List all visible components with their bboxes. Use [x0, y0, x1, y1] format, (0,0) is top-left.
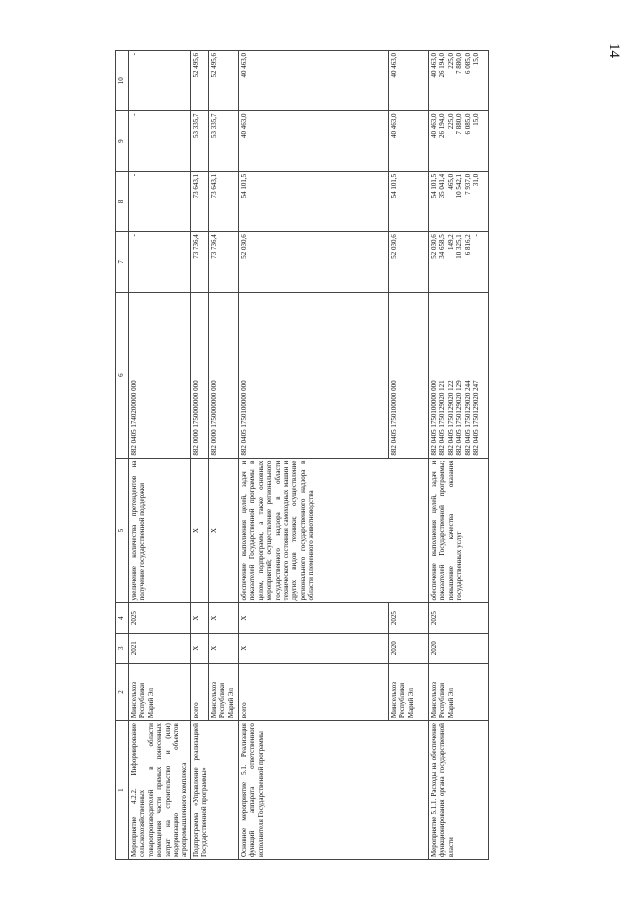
value-line: 54 101,5 [430, 173, 438, 199]
cell-start: 2021 [129, 633, 191, 663]
cell-executor: всего [239, 663, 389, 720]
value-line: 40 463,0 [430, 53, 438, 78]
cell-value-list [429, 232, 489, 292]
value-line: 52 030,6 [430, 234, 438, 259]
cell-value-list [429, 51, 489, 111]
cell-start: 2020 [429, 633, 489, 663]
header-cell: 2 [116, 663, 129, 720]
cell-start: Х [191, 633, 209, 663]
cell-value: - [129, 51, 191, 111]
header-cell: 4 [116, 603, 129, 633]
code-line: 882 0405 1750129020 122 [446, 380, 455, 456]
value-line: 34 658,5 [438, 234, 447, 259]
header-row [116, 51, 129, 860]
document-sheet [115, 50, 510, 860]
value-line: 15,0 [471, 53, 480, 66]
cell-value: - [129, 232, 191, 292]
header-cell: 6 [116, 292, 129, 458]
cell-value: - [129, 111, 191, 171]
cell-start: Х [239, 633, 389, 663]
cell-name: Основное мероприятие 5.1. Реализация функций аппарата ответственного исполнителя Государственной программы [239, 721, 429, 860]
value-line: 6 816,2 [463, 234, 472, 256]
page-number: 14 [606, 43, 622, 58]
cell-value: 54 101,5 [389, 171, 429, 231]
cell-name: Мероприятие 5.1.1. Расходы на обеспечение функционирования органа государственной власти [429, 721, 489, 860]
cell-value: - [129, 171, 191, 231]
cell-value: 40 463,0 [239, 51, 389, 111]
cell-value: 52 030,6 [239, 232, 389, 292]
code-line: 882 0405 1750100000 000 [430, 380, 438, 456]
cell-executor: Минсельхоз Республики Марий Эл [209, 663, 239, 720]
cell-value: 73 736,4 [191, 232, 209, 292]
value-line: 40 463,0 [430, 113, 438, 138]
cell-value: 73 736,4 [209, 232, 239, 292]
cell-value: 73 643,1 [209, 171, 239, 231]
header-cell: 7 [116, 232, 129, 292]
value-line: 10 542,1 [455, 173, 464, 199]
value-line: 26 194,0 [438, 53, 447, 78]
cell-value: 40 463,0 [239, 111, 389, 171]
header-cell: 1 [116, 721, 129, 860]
value-line: 225,0 [446, 113, 455, 130]
cell-end: Х [239, 603, 389, 633]
cell-value: 40 463,0 [389, 51, 429, 111]
value-line: 149,2 [446, 234, 455, 250]
value-line: 35 041,4 [438, 173, 447, 199]
cell-value: 53 335,7 [191, 111, 209, 171]
cell-end: Х [209, 603, 239, 633]
cell-result: обеспечение выполнения целей, задач и показателей Государственной программы; повышение качества оказания государственных услуг [429, 458, 489, 603]
cell-end: Х [191, 603, 209, 633]
value-line: 31,0 [471, 173, 480, 187]
value-line: 10 325,1 [455, 234, 464, 259]
value-line: - [471, 234, 480, 237]
cell-start: 2020 [389, 633, 429, 663]
table-row [191, 51, 209, 860]
cell-value: 40 463,0 [389, 111, 429, 171]
cell-value: 52 495,6 [209, 51, 239, 111]
value-line: 7 937,0 [463, 173, 472, 195]
cell-end: 2025 [129, 603, 191, 633]
cell-executor: Минсельхоз Республики Марий Эл [429, 663, 489, 720]
header-cell: 9 [116, 111, 129, 171]
header-cell: 5 [116, 458, 129, 603]
cell-value: 52 030,6 [389, 232, 429, 292]
cell-start: Х [209, 633, 239, 663]
code-line: 882 0405 1750129020 247 [471, 380, 480, 456]
cell-result: Х [209, 458, 239, 603]
value-line: 465,0 [446, 173, 455, 190]
value-line: 7 880,0 [455, 113, 464, 135]
cell-code: 882 0000 1750000000 000 [209, 292, 239, 458]
table-row [429, 51, 489, 860]
cell-code: 882 0405 1750100000 000 [239, 292, 389, 458]
cell-value: 73 643,1 [191, 171, 209, 231]
header-cell: 8 [116, 171, 129, 231]
header-cell: 3 [116, 633, 129, 663]
cell-result: увеличение количества претендентов на получение государственной поддержки [129, 458, 191, 603]
value-line: 15,0 [471, 113, 480, 126]
cell-value: 54 101,5 [239, 171, 389, 231]
cell-code-list [429, 292, 489, 458]
cell-code: 882 0405 1750100000 000 [389, 292, 429, 458]
table-row [129, 51, 191, 860]
code-line: 882 0405 1750129020 121 [438, 380, 447, 456]
table-row [239, 51, 389, 860]
cell-value-list [429, 171, 489, 231]
value-line: 6 085,0 [463, 53, 472, 74]
cell-executor: Минсельхоз Республики Марий Эл [129, 663, 191, 720]
cell-name: Подпрограмма «Управление реализацией Государственной программы» [191, 721, 239, 860]
cell-value-list [429, 111, 489, 171]
code-line: 882 0405 1750129020 244 [463, 380, 472, 456]
cell-value: 52 495,6 [191, 51, 209, 111]
program-table [115, 50, 489, 860]
cell-code: 882 0000 1750000000 000 [191, 292, 209, 458]
cell-end: 2025 [389, 603, 429, 633]
cell-executor: Минсельхоз Республики Марий Эл [389, 663, 429, 720]
cell-name: Мероприятие 4.2.2. Информирование сельскохозяйственных товаропроизводителей в области возмещения части прямых понесенных затрат на строительство и (или) модернизацию объектов агропромышленного комплекса [129, 721, 191, 860]
value-line: 6 085,0 [463, 113, 472, 135]
cell-end: 2025 [429, 603, 489, 633]
cell-value: 53 335,7 [209, 111, 239, 171]
value-line: 26 194,0 [438, 113, 447, 138]
cell-code: 882 0405 1740200000 000 [129, 292, 191, 458]
header-cell: 10 [116, 51, 129, 111]
value-line: 225,0 [446, 53, 455, 69]
cell-result: обеспечение выполнения целей, задач и показателей Государственной программы в целом, подпрограмм, а также основных мероприятий; осуществление регионального государственного надзора в области технического состояния самоходных машин и других видов техники; осуществление регионального государственного надзора в области племенного животноводства [239, 458, 429, 603]
cell-executor: всего [191, 663, 209, 720]
cell-result: Х [191, 458, 209, 603]
value-line: 7 880,0 [455, 53, 464, 74]
code-line: 882 0405 1750129020 129 [455, 380, 464, 456]
